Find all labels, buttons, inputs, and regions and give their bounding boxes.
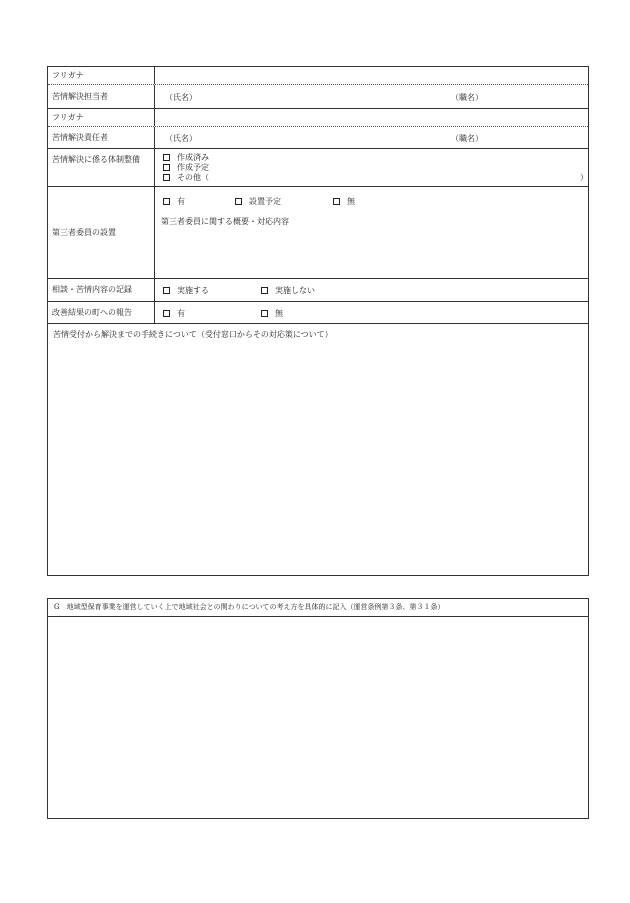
complaint-form-table xyxy=(47,66,589,576)
checkbox-icon[interactable] xyxy=(163,287,170,294)
record-option-dont[interactable]: 実施しない xyxy=(261,286,315,295)
system-option-done[interactable]: 作成済み xyxy=(163,153,209,162)
third-party-field[interactable] xyxy=(159,187,588,278)
system-options xyxy=(159,149,588,186)
record-label: 相談・苦情内容の記録 xyxy=(48,279,155,301)
furigana-field-responsible[interactable] xyxy=(159,109,588,126)
record-row xyxy=(48,279,588,302)
record-options xyxy=(159,279,588,301)
responsible-label: 苦情解決責任者 xyxy=(48,127,155,148)
resolver-field[interactable] xyxy=(159,85,588,108)
third-party-row xyxy=(48,187,588,279)
report-option-yes[interactable]: 有 xyxy=(163,309,185,318)
section-g-input-area[interactable] xyxy=(48,618,588,818)
furigana-label: フリガナ xyxy=(48,67,155,84)
furigana-field-resolver[interactable] xyxy=(159,67,588,84)
checkbox-icon[interactable] xyxy=(235,198,242,205)
resolver-row xyxy=(48,85,588,109)
system-row xyxy=(48,149,588,187)
responsible-field[interactable] xyxy=(159,127,588,148)
record-option-do[interactable]: 実施する xyxy=(163,286,209,295)
section-g-box xyxy=(47,598,589,819)
system-option-other[interactable]: その他（ xyxy=(163,173,209,182)
report-label: 改善結果の町への報告 xyxy=(48,302,155,323)
resolver-label: 苦情解決担当者 xyxy=(48,85,155,108)
furigana-row-resolver xyxy=(48,67,588,85)
furigana-label: フリガナ xyxy=(48,109,155,126)
checkbox-icon[interactable] xyxy=(261,287,268,294)
report-options xyxy=(159,302,588,323)
report-option-no[interactable]: 無 xyxy=(261,309,283,318)
procedure-area[interactable] xyxy=(48,324,588,575)
responsible-row xyxy=(48,127,588,149)
checkbox-icon[interactable] xyxy=(333,198,340,205)
checkbox-icon[interactable] xyxy=(261,310,268,317)
resolver-title-hint: （職名） xyxy=(451,93,483,102)
third-party-option-no[interactable]: 無 xyxy=(333,197,355,206)
report-row xyxy=(48,302,588,324)
third-party-overview-label: 第三者委員に関する概要・対応内容 xyxy=(161,217,289,226)
checkbox-icon[interactable] xyxy=(163,174,170,181)
third-party-option-planned[interactable]: 設置予定 xyxy=(235,197,281,206)
checkbox-icon[interactable] xyxy=(163,310,170,317)
third-party-option-yes[interactable]: 有 xyxy=(163,197,185,206)
furigana-row-responsible xyxy=(48,109,588,127)
system-other-close-paren: ） xyxy=(580,173,588,182)
system-option-planned[interactable]: 作成予定 xyxy=(163,163,209,172)
responsible-title-hint: （職名） xyxy=(451,134,483,143)
checkbox-icon[interactable] xyxy=(163,154,170,161)
responsible-name-hint: （氏名） xyxy=(165,134,197,143)
procedure-label: 苦情受付から解決までの手続きについて（受付窓口からその対応策について） xyxy=(53,330,333,339)
system-label: 苦情解決に係る体制整備 xyxy=(48,149,155,186)
checkbox-icon[interactable] xyxy=(163,164,170,171)
third-party-label: 第三者委員の設置 xyxy=(48,187,155,278)
checkbox-icon[interactable] xyxy=(163,198,170,205)
section-g-heading: G 地域型保育事業を運営していく上で地域社会との関わりについての考え方を具体的に記入（運営条例第３条、第３１条） xyxy=(48,599,588,617)
resolver-name-hint: （氏名） xyxy=(165,93,197,102)
